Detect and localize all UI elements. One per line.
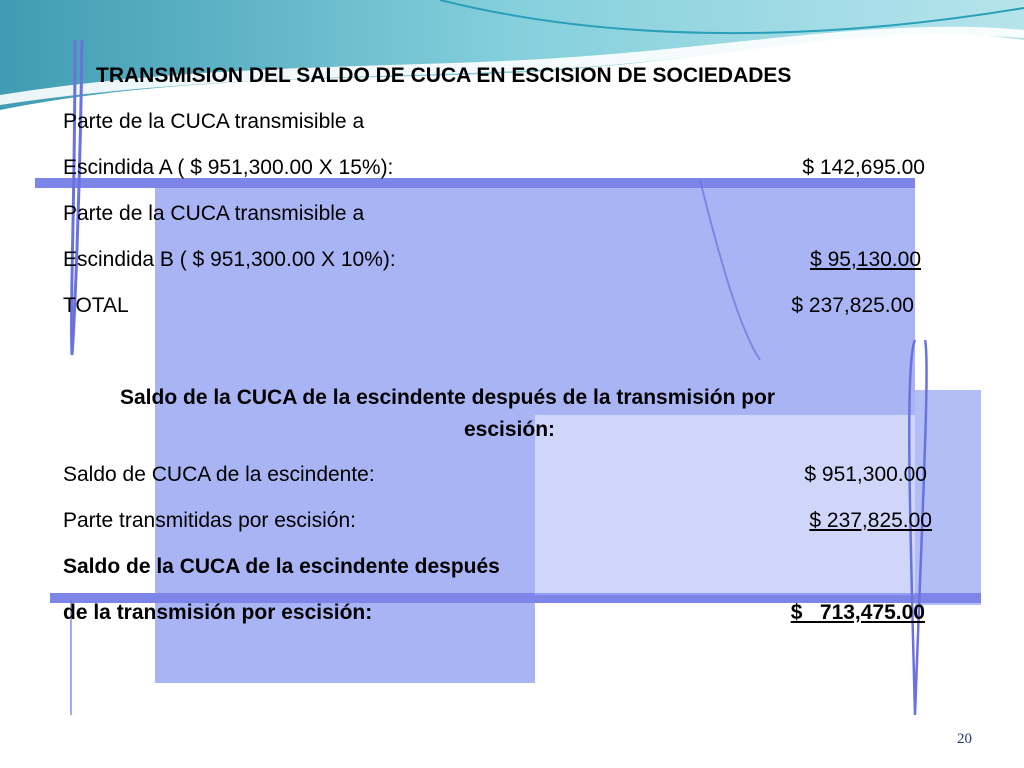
row-b4-amount: $ 713,475.00 (790, 601, 925, 624)
blue-panel-lower (155, 415, 535, 683)
slide-title: TRANSMISION DEL SALDO DE CUCA EN ESCISION DE SOCIEDADES (96, 64, 792, 87)
total-label: TOTAL (63, 294, 129, 317)
row-b2-label: Parte transmitidas por escisión: (63, 509, 356, 532)
row-b3-label: Saldo de la CUCA de la escindente después (63, 555, 500, 578)
row-b1-amount: $ 951,300.00 (804, 463, 927, 486)
row-a2-label: Escindida A ( $ 951,300.00 X 15%): (63, 156, 394, 179)
row-b4-label: de la transmisión por escisión: (63, 601, 373, 624)
blue-band-mid (535, 415, 915, 595)
row-a2-amount: $ 142,695.00 (802, 156, 925, 179)
row-a4-label: Escindida B ( $ 951,300.00 X 10%): (63, 248, 396, 271)
row-a4-amount: $ 95,130.00 (810, 248, 921, 271)
row-a3-label: Parte de la CUCA transmisible a (63, 202, 365, 225)
section-subtitle-line1: Saldo de la CUCA de la escindente después de la transmisión por (120, 386, 776, 409)
row-b1-label: Saldo de CUCA de la escindente: (63, 463, 375, 486)
section-subtitle-line2: escisión: (464, 418, 556, 441)
row-b2-amount: $ 237,825.00 (809, 509, 932, 532)
teal-swoosh (0, 0, 1024, 110)
page-number: 20 (957, 731, 972, 747)
total-amount: $ 237,825.00 (791, 294, 914, 317)
row-a1-label: Parte de la CUCA transmisible a (63, 110, 365, 133)
